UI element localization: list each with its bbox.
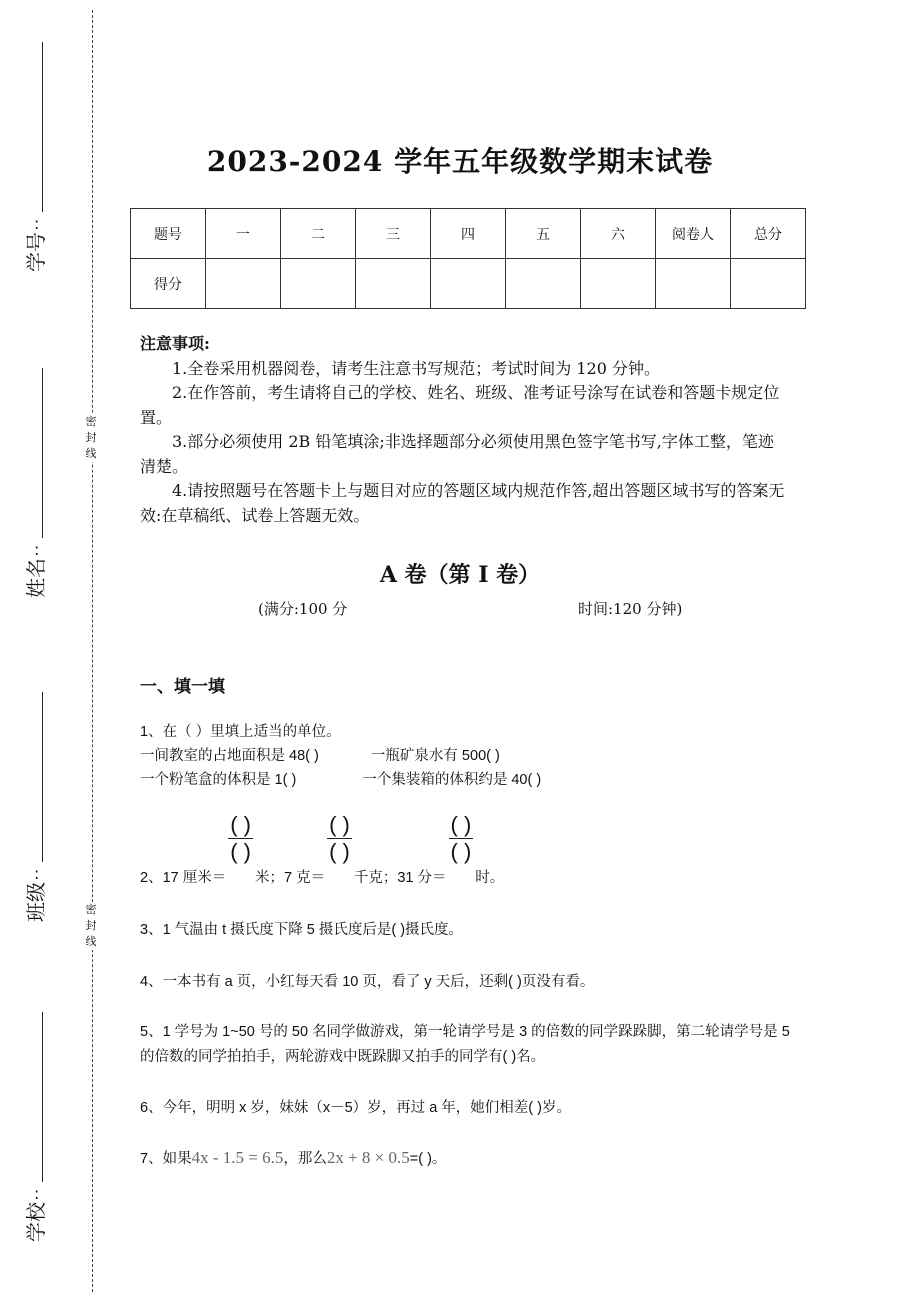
question-7 [140,1146,790,1171]
section-title: 一、填一填 [140,677,225,697]
score-header-row [131,209,806,259]
seal-label-bottom [82,902,100,950]
score-cell[interactable] [506,259,581,309]
field-colon: : [34,864,40,883]
q7-equation: 4x - 1.5 = 6.5 [191,1148,284,1167]
note-item: 3.部分必须使用 2B 铅笔填涂;非选择题部分必须使用黑色签字笔书写,字体工整，笔迹清楚。 [140,432,774,476]
school-label: 学校 [24,1202,48,1242]
question-5: 5、1 学号为 1~50 号的 50 名同学做游戏，第一轮请学号是 3 的倍数的同学跺跺脚，第二轮请学号是 5 的倍数的同学拍拍手，两轮游戏中既跺脚又拍手的同学有( )名。 [140,1024,790,1065]
score-cell[interactable] [431,259,506,309]
q1-blank-container: 一个集装箱的体积约是 40( ) [362,772,542,788]
q7-expression: 2x + 8 × 0.5 [326,1148,410,1167]
header-cell: 一 [206,209,281,259]
class-underline [42,692,43,862]
score-cell[interactable] [581,259,656,309]
volume-full-score: (满分:100 分 [258,600,348,618]
field-colon: : [34,540,40,559]
school-field[interactable] [18,1012,52,1242]
header-cell: 六 [581,209,656,259]
fraction-blank[interactable] [327,812,352,865]
header-cell: 二 [281,209,356,259]
fraction-denominator: ( ) [230,838,251,864]
q1-blank-chalkbox: 一个粉笔盒的体积是 1( ) [140,772,297,788]
q2-prefix: 2、17 厘米＝ [140,870,227,886]
fraction-numerator: ( ) [230,811,251,837]
question-3: 3、1 气温由 t 摄氏度下降 5 摄氏度后是( )摄氏度。 [140,922,464,938]
header-cell: 四 [431,209,506,259]
fraction-blank[interactable] [449,812,474,865]
score-cell[interactable] [656,259,731,309]
notes-block [140,332,785,528]
q2-unit-hour: 时。 [475,870,505,886]
name-underline [42,368,43,538]
seal-text: 密 封 线 [85,415,97,460]
q2-unit-kg: 千克；31 分＝ [353,870,447,886]
note-item: 2.在作答前，考生请将自己的学校、姓名、班级、准考证号涂写在试卷和答题卡规定位置。 [140,383,780,427]
seal-label-top [82,414,100,462]
fraction-numerator: ( ) [450,811,472,837]
question-4: 4、一本书有 a 页，小红每天看 10 页，看了 y 天后，还剩( )页没有看。 [140,974,595,990]
student-id-label: 学号 [24,232,48,272]
seal-line [92,10,93,1292]
score-cell[interactable] [206,259,281,309]
q7-suffix: =( )。 [409,1151,447,1167]
class-label: 班级 [24,882,48,922]
note-item: 4.请按照题号在答题卡上与题目对应的答题区域内规范作答,超出答题区域书写的答案无效:在草稿纸、试卷上答题无效。 [140,481,785,525]
fraction-denominator: ( ) [329,838,350,864]
q1-blank-water: 一瓶矿泉水有 500( ) [370,748,500,764]
score-cell[interactable] [731,259,806,309]
question-6: 6、今年，明明 x 岁，妹妹（x－5）岁，再过 a 年，她们相差( )岁。 [140,1100,571,1116]
header-cell: 题号 [131,209,206,259]
score-row [131,259,806,309]
note-item: 1.全卷采用机器阅卷，请考生注意书写规范；考试时间为 120 分钟。 [172,358,660,378]
score-row-label: 得分 [131,259,206,309]
notes-heading: 注意事项: [140,334,210,353]
header-cell: 三 [356,209,431,259]
student-id-underline [42,42,43,212]
field-colon: : [34,1184,40,1203]
fraction-denominator: ( ) [450,838,472,864]
class-field[interactable] [18,692,52,922]
q1-line2 [140,744,790,768]
seal-text: 密 封 线 [85,903,97,948]
header-cell: 五 [506,209,581,259]
volume-title: A 卷（第 I 卷） [379,562,541,588]
question-1 [140,720,790,792]
q1-blank-classroom: 一间教室的占地面积是 48( ) [140,748,319,764]
q1-line3 [140,768,790,792]
question-2 [140,811,790,886]
fraction-blank[interactable] [228,812,253,865]
header-cell: 总分 [731,209,806,259]
field-colon: : [34,214,40,233]
q7-prefix: 7、如果 [140,1151,192,1167]
score-cell[interactable] [356,259,431,309]
score-cell[interactable] [281,259,356,309]
q1-line1: 1、在（ ）里填上适当的单位。 [140,724,341,740]
school-underline [42,1012,43,1182]
exam-title: 2023-2024 学年五年级数学期末试卷 [206,145,714,178]
header-cell: 阅卷人 [656,209,731,259]
score-table [130,208,806,309]
volume-time: 时间:120 分钟) [578,600,683,618]
q2-unit-meter: 米；7 克＝ [255,870,326,886]
fraction-numerator: ( ) [329,811,350,837]
q7-middle: ，那么 [283,1151,327,1167]
name-label: 姓名 [24,558,48,598]
